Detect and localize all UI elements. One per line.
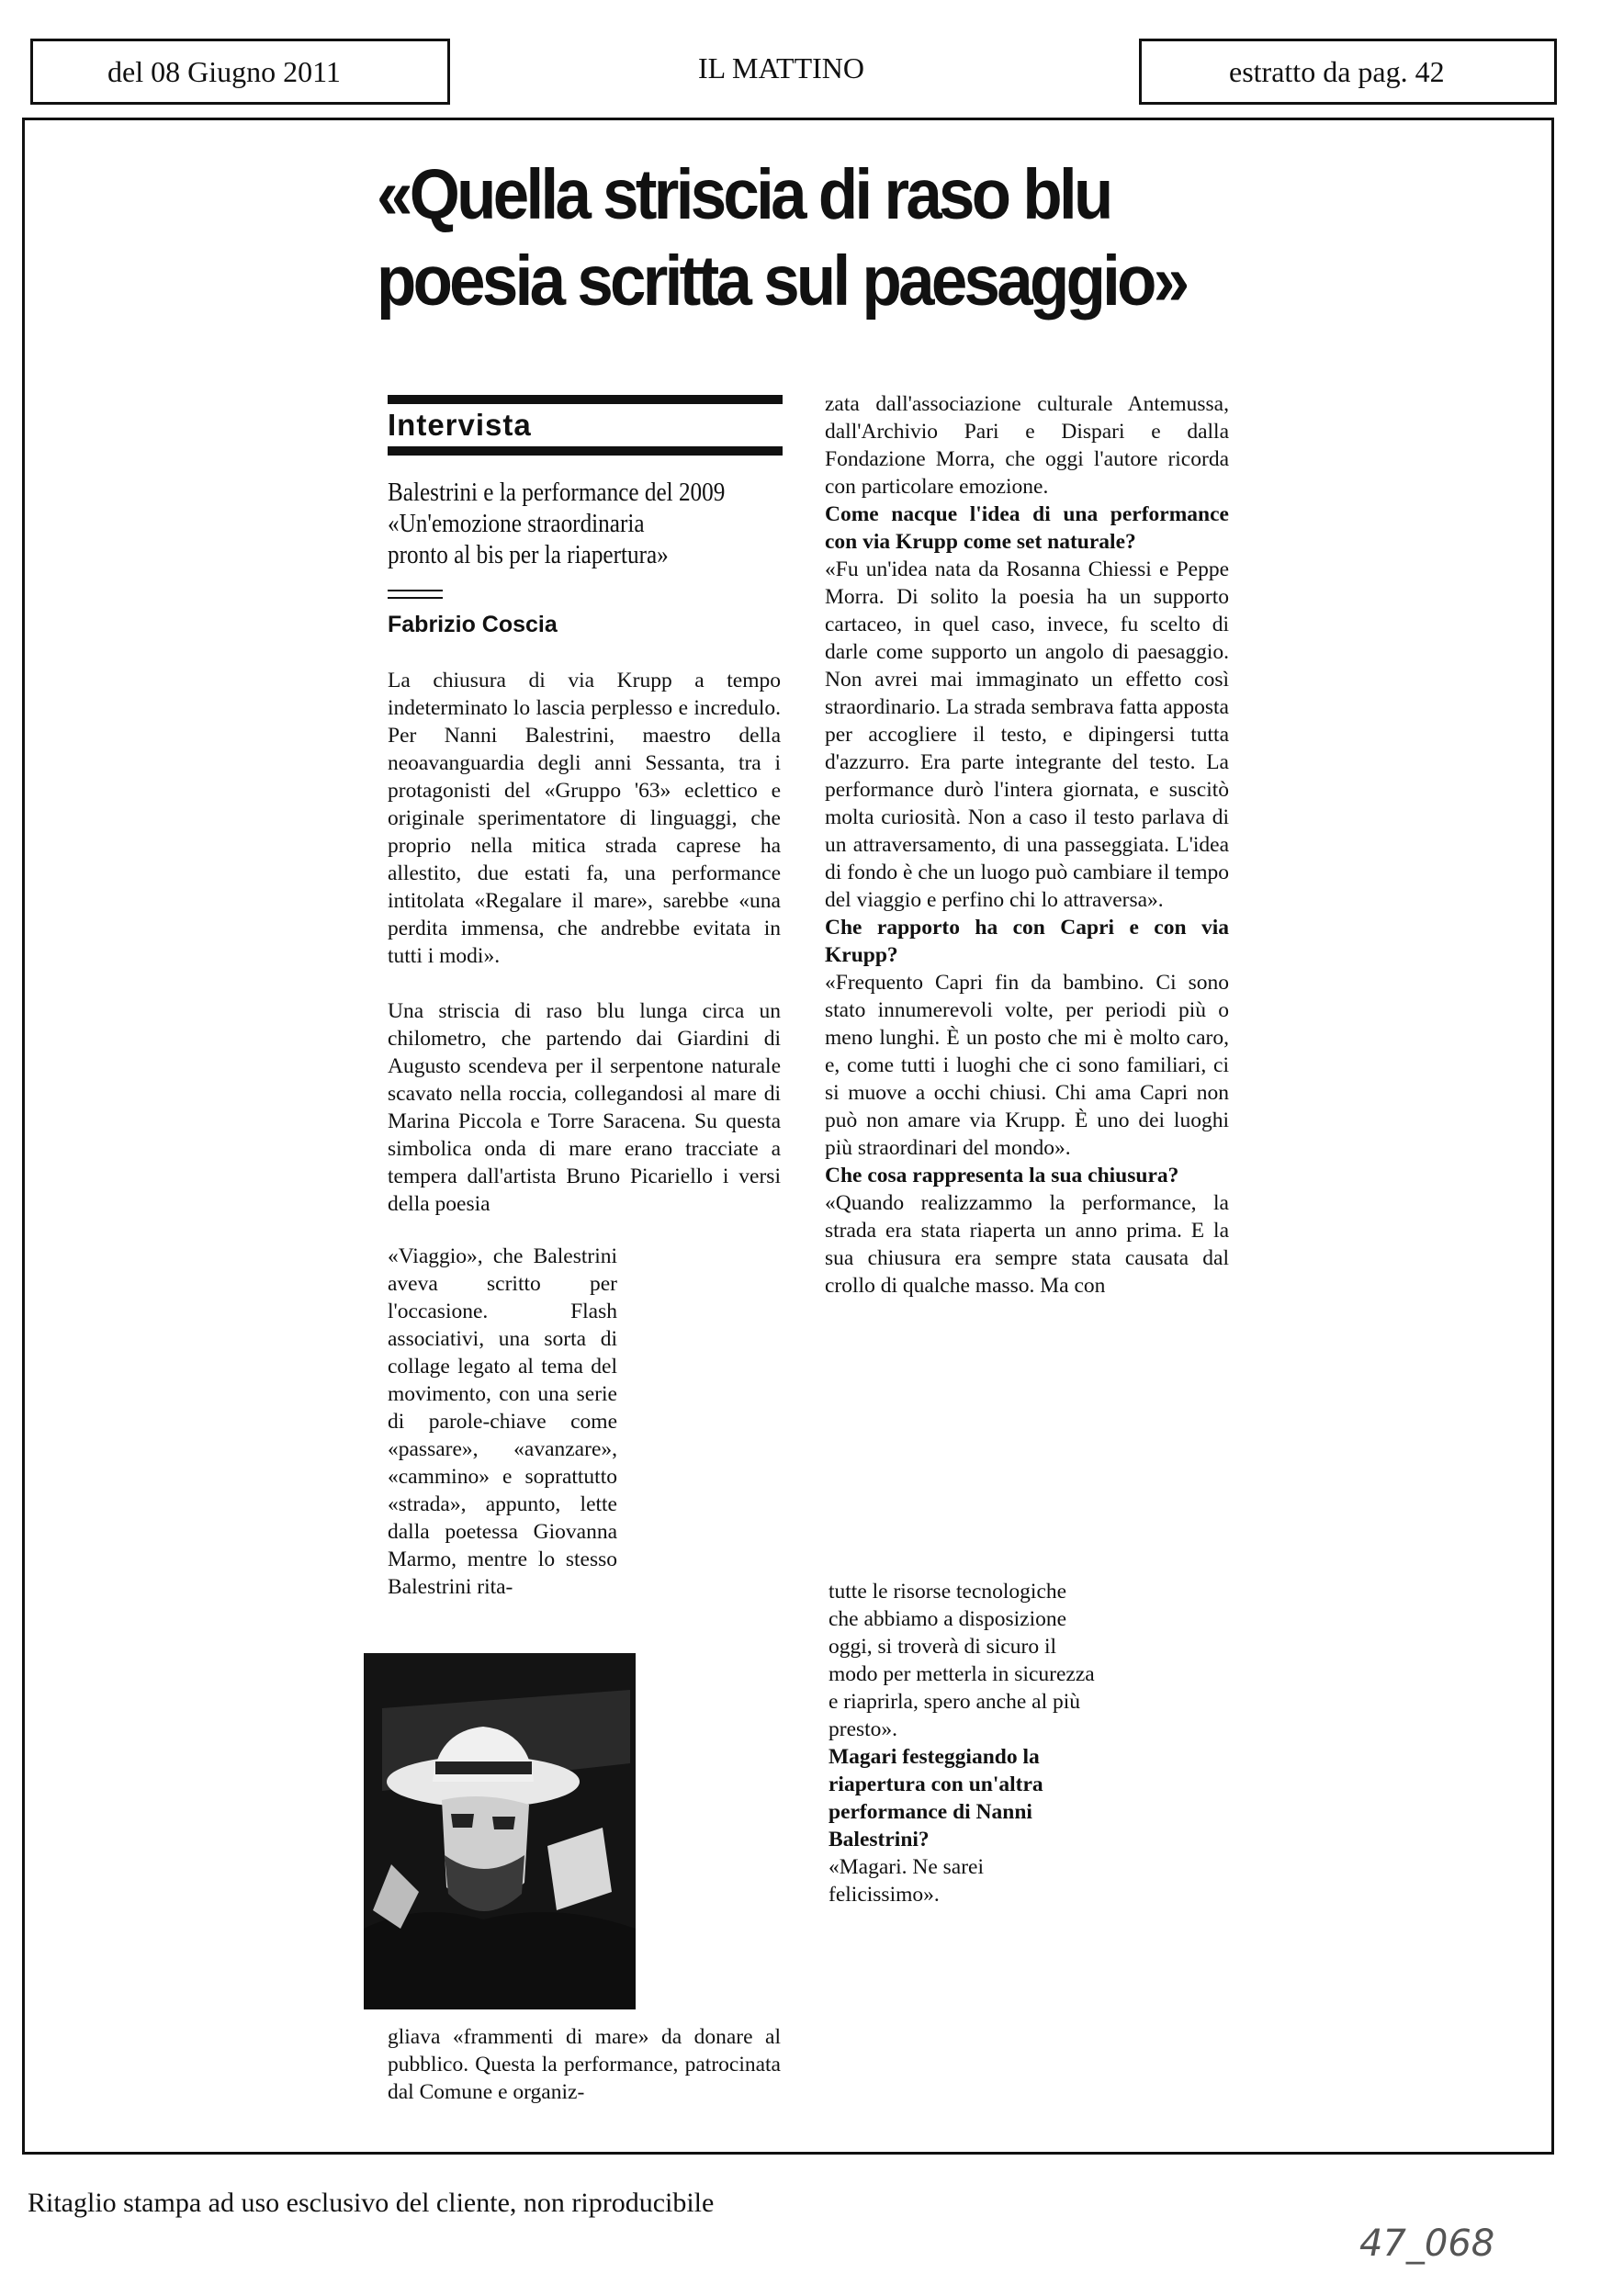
- question: Come nacque l'idea di una performance con via Krupp come set naturale?: [825, 502, 1229, 554]
- portrait-image: [364, 1653, 636, 2009]
- column-1-bottom: [388, 2023, 781, 2106]
- paragraph: Una striscia di raso blu lunga circa un chilometro, che partendo dai Giardini di Augusto scendeva per il serpentone naturale scavato nella roccia, collegandosi al mare di Marina Piccola e Torre Saracena. Su questa simbolica onda di mare erano tracciate a tempera dall'artista Bruno Picariello i versi della poesia: [388, 999, 781, 1216]
- headline-line2: poesia scritta sul paesaggio»: [377, 242, 1187, 321]
- paragraph: «Viaggio», che Balestrini aveva scritto per l'occasione. Flash associativi, una sorta di collage legato al tema del movimento, con una serie di parole-chiave come «passare», «avanzare», «cammino» e soprattutto «strada», appunto, lette dalla poetessa Giovanna Marmo, mentre lo stesso Balestrini rita-: [388, 1244, 617, 1599]
- summary-rule: [388, 590, 443, 591]
- header-date: del 08 Giugno 2011: [107, 55, 341, 88]
- paragraph: zata dall'associazione culturale Antemussa, dall'Archivio Pari e Dispari e dalla Fondazione Morra, che oggi l'autore ricorda con particolare emozione.: [825, 392, 1229, 499]
- summary-rule: [388, 597, 443, 599]
- column-1-top: [388, 667, 781, 1218]
- question: Che cosa rappresenta la sua chiusura?: [825, 1164, 1179, 1187]
- author-photo: [364, 1653, 636, 2009]
- summary-line: «Un'emozione straordinaria: [388, 510, 645, 538]
- answer: «Magari. Ne sarei felicissimo».: [829, 1855, 984, 1907]
- summary-line: pronto al bis per la riapertura»: [388, 541, 669, 569]
- section-rule-top: [388, 395, 783, 404]
- column-2-narrow: [829, 1578, 1095, 1908]
- headline: [377, 152, 1205, 324]
- column-2-top: [825, 390, 1229, 1300]
- answer: tutte le risorse tecnologiche che abbiamo a disposizione oggi, si troverà di sicuro il modo per metterla in sicurezza e riaprirla, spero anche al più presto».: [829, 1580, 1095, 1741]
- paragraph: gliava «frammenti di mare» da donare al pubblico. Questa la performance, patrocinata dal Comune e organiz-: [388, 2025, 781, 2104]
- section-rule-bottom: [388, 446, 783, 456]
- answer: «Quando realizzammo la performance, la strada era stata riaperta un anno prima. E la sua chiusura era sempre stata causata dal crollo di qualche masso. Ma con: [825, 1191, 1229, 1298]
- answer: «Fu un'idea nata da Rosanna Chiessi e Peppe Morra. Di solito la poesia ha un supporto cartaceo, in quel caso, invece, fu scelto di darle come supporto un angolo di paesaggio. Non avrei mai immaginato un effetto così straordinario. La strada sembrava fatta apposta per accogliere il testo, e dipingersi tutta d'azzurro. Era parte integrante del testo. La performance durò l'intera giornata, e suscitò molta curiosità. Non a caso il testo parlava di un attraversamento, di una passeggiata. L'idea di fondo è che un luogo può cambiare il tempo del viaggio e perfino chi lo attraversa».: [825, 557, 1229, 912]
- author-byline: Fabrizio Coscia: [388, 612, 558, 637]
- newspaper-name: IL MATTINO: [698, 51, 864, 84]
- answer: «Frequento Capri fin da bambino. Ci sono stato innumerevoli volte, per periodi più o meno lunghi. È un posto che mi è molto caro, e, come tutti i luoghi che ci sono familiari, ci si muove a occhi chiusi. Chi ama Capri non può non amare via Krupp. È uno dei luoghi più straordinari del mondo».: [825, 971, 1229, 1160]
- column-1-narrow: [388, 1243, 617, 1601]
- handwritten-code: 47_068: [1359, 2223, 1495, 2265]
- headline-line1: «Quella striscia di raso blu: [377, 155, 1110, 234]
- article-summary: [388, 478, 725, 571]
- summary-line: Balestrini e la performance del 2009: [388, 478, 726, 507]
- question: Che rapporto ha con Capri e con via Krupp?: [825, 916, 1229, 967]
- question: Magari festeggiando la riapertura con un'altra performance di Nanni Balestrini?: [829, 1745, 1043, 1851]
- paragraph: La chiusura di via Krupp a tempo indeterminato lo lascia perplesso e incredulo. Per Nanni Balestrini, maestro della neoavanguardia degli anni Sessanta, tra i protagonisti del «Gruppo '63» eclettico e originale sperimentatore di linguaggi, che proprio nella mitica strada caprese ha allestito, due estati fa, una performance intitolata «Regalare il mare», sarebbe «una perdita immensa, che andrebbe evitata in tutti i modi».: [388, 669, 781, 968]
- header-page-ref: estratto da pag. 42: [1229, 55, 1445, 88]
- footer-notice: Ritaglio stampa ad uso esclusivo del cliente, non riproducibile: [28, 2188, 715, 2218]
- section-label: Intervista: [388, 408, 532, 442]
- article-frame: [22, 118, 1554, 2155]
